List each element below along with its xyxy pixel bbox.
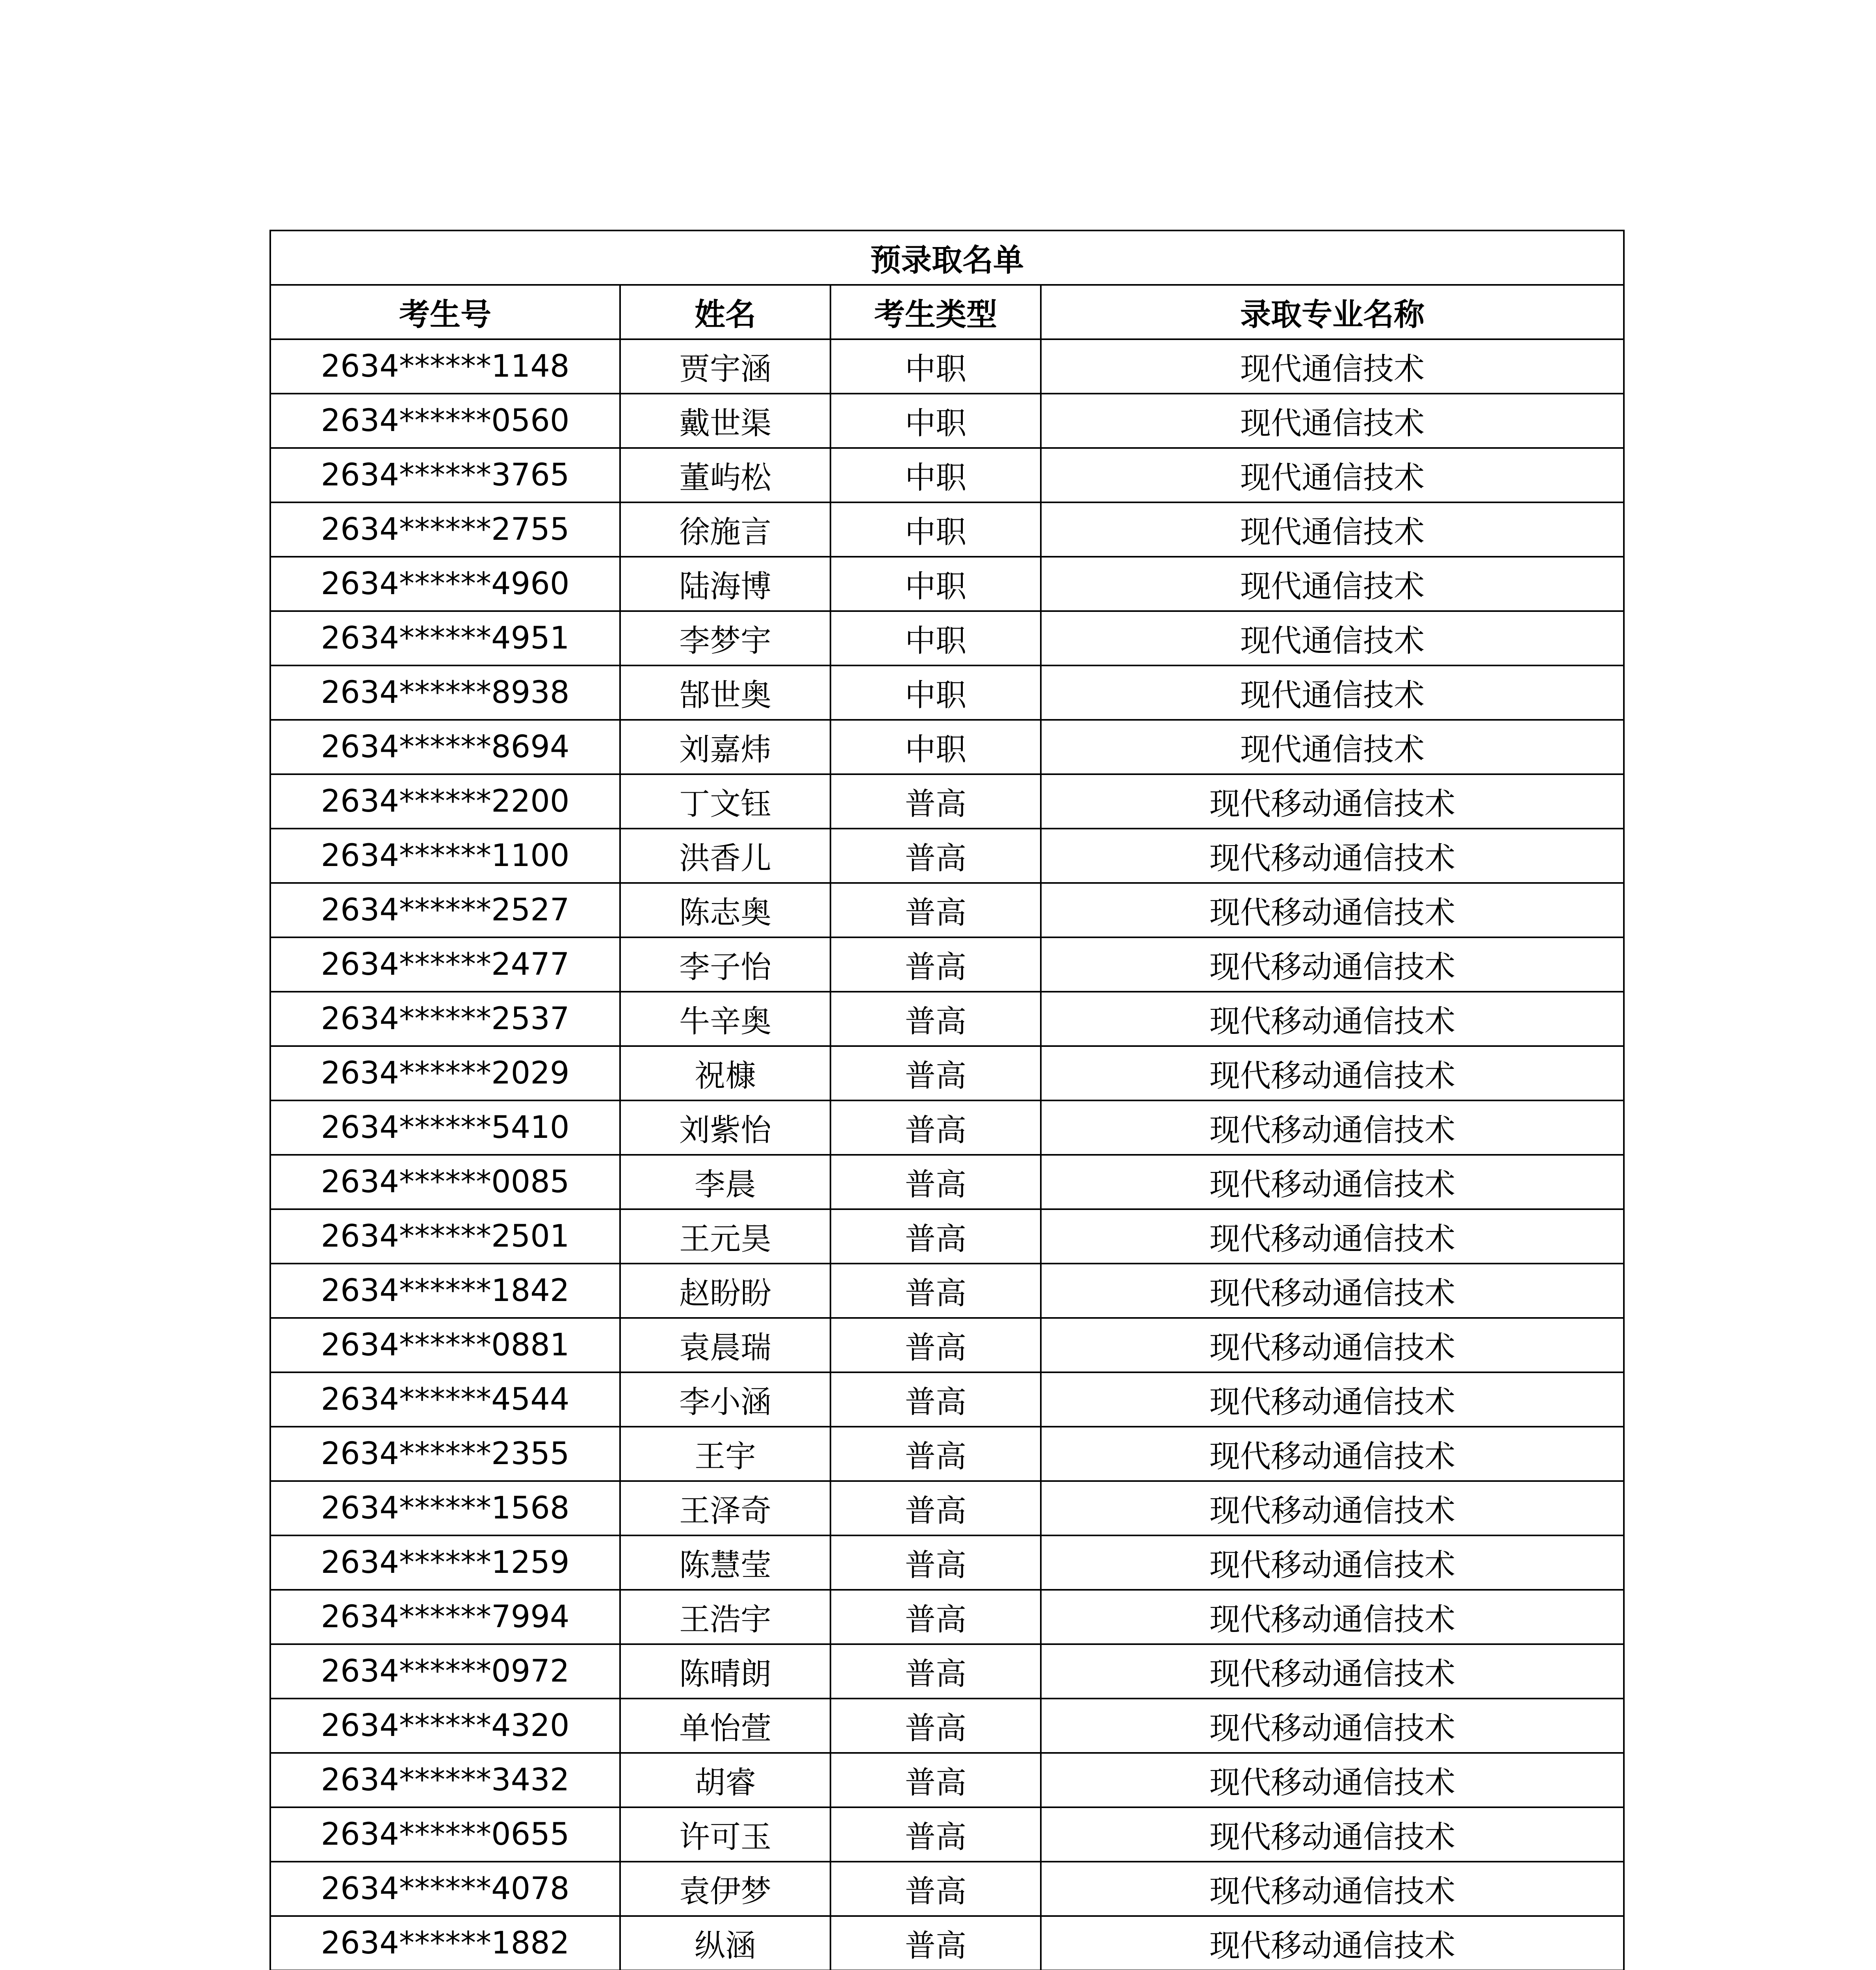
table-header-row — [270, 285, 1624, 339]
name-cell: 王元昊 — [620, 1209, 830, 1264]
exam-number-cell: 2634******1842 — [270, 1264, 620, 1318]
name-cell: 牛辛奥 — [620, 992, 830, 1046]
student-type-cell: 普高 — [830, 883, 1041, 937]
name-cell: 胡睿 — [620, 1753, 830, 1807]
name-cell: 董屿松 — [620, 448, 830, 502]
student-type-cell: 普高 — [830, 1481, 1041, 1535]
exam-number-cell: 2634******0085 — [270, 1155, 620, 1209]
student-type-cell: 普高 — [830, 774, 1041, 829]
student-type-cell: 普高 — [830, 1209, 1041, 1264]
student-type-cell: 普高 — [830, 992, 1041, 1046]
table-row — [270, 1100, 1624, 1155]
major-cell: 现代移动通信技术 — [1041, 774, 1624, 829]
student-type-cell: 普高 — [830, 937, 1041, 992]
student-type-cell: 普高 — [830, 1807, 1041, 1862]
name-cell: 李晨 — [620, 1155, 830, 1209]
exam-number-cell: 2634******2527 — [270, 883, 620, 937]
major-cell: 现代通信技术 — [1041, 665, 1624, 720]
header-exam-number: 考生号 — [270, 285, 620, 339]
major-cell: 现代移动通信技术 — [1041, 1318, 1624, 1372]
major-cell: 现代通信技术 — [1041, 448, 1624, 502]
student-type-cell: 中职 — [830, 611, 1041, 665]
table-row — [270, 611, 1624, 665]
exam-number-cell: 2634******2501 — [270, 1209, 620, 1264]
major-cell: 现代移动通信技术 — [1041, 937, 1624, 992]
major-cell: 现代移动通信技术 — [1041, 1916, 1624, 1970]
table-title: 预录取名单 — [270, 230, 1624, 285]
table-row — [270, 1644, 1624, 1699]
table-row — [270, 665, 1624, 720]
major-cell: 现代移动通信技术 — [1041, 1481, 1624, 1535]
exam-number-cell: 2634******3432 — [270, 1753, 620, 1807]
student-type-cell: 普高 — [830, 829, 1041, 883]
exam-number-cell: 2634******5410 — [270, 1100, 620, 1155]
exam-number-cell: 2634******1259 — [270, 1535, 620, 1590]
table-row — [270, 1862, 1624, 1916]
table-row — [270, 1155, 1624, 1209]
name-cell: 王浩宇 — [620, 1590, 830, 1644]
exam-number-cell: 2634******4078 — [270, 1862, 620, 1916]
name-cell: 祝槺 — [620, 1046, 830, 1100]
student-type-cell: 中职 — [830, 394, 1041, 448]
table-row — [270, 339, 1624, 394]
table-row — [270, 1590, 1624, 1644]
name-cell: 陈慧莹 — [620, 1535, 830, 1590]
student-type-cell: 中职 — [830, 720, 1041, 774]
major-cell: 现代移动通信技术 — [1041, 1644, 1624, 1699]
table-title-row — [270, 230, 1624, 285]
exam-number-cell: 2634******4320 — [270, 1699, 620, 1753]
table-row — [270, 1807, 1624, 1862]
exam-number-cell: 2634******8938 — [270, 665, 620, 720]
name-cell: 赵盼盼 — [620, 1264, 830, 1318]
major-cell: 现代通信技术 — [1041, 394, 1624, 448]
name-cell: 丁文钰 — [620, 774, 830, 829]
name-cell: 贾宇涵 — [620, 339, 830, 394]
name-cell: 戴世渠 — [620, 394, 830, 448]
table-row — [270, 448, 1624, 502]
table-row — [270, 1699, 1624, 1753]
name-cell: 纵涵 — [620, 1916, 830, 1970]
major-cell: 现代通信技术 — [1041, 339, 1624, 394]
student-type-cell: 普高 — [830, 1535, 1041, 1590]
student-type-cell: 普高 — [830, 1427, 1041, 1481]
table-row — [270, 1535, 1624, 1590]
major-cell: 现代移动通信技术 — [1041, 1046, 1624, 1100]
exam-number-cell: 2634******2029 — [270, 1046, 620, 1100]
exam-number-cell: 2634******0972 — [270, 1644, 620, 1699]
table-row — [270, 937, 1624, 992]
major-cell: 现代移动通信技术 — [1041, 1209, 1624, 1264]
name-cell: 洪香儿 — [620, 829, 830, 883]
name-cell: 刘紫怡 — [620, 1100, 830, 1155]
name-cell: 陆海博 — [620, 557, 830, 611]
table-row — [270, 774, 1624, 829]
table-row — [270, 1916, 1624, 1970]
exam-number-cell: 2634******3765 — [270, 448, 620, 502]
student-type-cell: 普高 — [830, 1753, 1041, 1807]
student-type-cell: 中职 — [830, 557, 1041, 611]
student-type-cell: 普高 — [830, 1590, 1041, 1644]
student-type-cell: 中职 — [830, 665, 1041, 720]
exam-number-cell: 2634******0560 — [270, 394, 620, 448]
name-cell: 陈志奥 — [620, 883, 830, 937]
header-student-type: 考生类型 — [830, 285, 1041, 339]
table-row — [270, 992, 1624, 1046]
major-cell: 现代移动通信技术 — [1041, 1372, 1624, 1427]
table-row — [270, 883, 1624, 937]
exam-number-cell: 2634******7994 — [270, 1590, 620, 1644]
major-cell: 现代移动通信技术 — [1041, 883, 1624, 937]
name-cell: 袁晨瑞 — [620, 1318, 830, 1372]
name-cell: 李子怡 — [620, 937, 830, 992]
major-cell: 现代通信技术 — [1041, 557, 1624, 611]
student-type-cell: 普高 — [830, 1699, 1041, 1753]
exam-number-cell: 2634******2355 — [270, 1427, 620, 1481]
student-type-cell: 普高 — [830, 1916, 1041, 1970]
student-type-cell: 中职 — [830, 339, 1041, 394]
header-name: 姓名 — [620, 285, 830, 339]
table-row — [270, 1046, 1624, 1100]
table-row — [270, 1264, 1624, 1318]
student-type-cell: 普高 — [830, 1862, 1041, 1916]
major-cell: 现代移动通信技术 — [1041, 1427, 1624, 1481]
name-cell: 王宇 — [620, 1427, 830, 1481]
table-row — [270, 502, 1624, 557]
name-cell: 徐施言 — [620, 502, 830, 557]
table-row — [270, 1372, 1624, 1427]
major-cell: 现代通信技术 — [1041, 611, 1624, 665]
major-cell: 现代移动通信技术 — [1041, 829, 1624, 883]
student-type-cell: 普高 — [830, 1155, 1041, 1209]
exam-number-cell: 2634******4951 — [270, 611, 620, 665]
table-row — [270, 1753, 1624, 1807]
major-cell: 现代移动通信技术 — [1041, 1100, 1624, 1155]
table-row — [270, 1318, 1624, 1372]
major-cell: 现代移动通信技术 — [1041, 1264, 1624, 1318]
exam-number-cell: 2634******2755 — [270, 502, 620, 557]
student-type-cell: 普高 — [830, 1264, 1041, 1318]
exam-number-cell: 2634******1882 — [270, 1916, 620, 1970]
major-cell: 现代移动通信技术 — [1041, 1699, 1624, 1753]
table-row — [270, 720, 1624, 774]
major-cell: 现代移动通信技术 — [1041, 1807, 1624, 1862]
exam-number-cell: 2634******4544 — [270, 1372, 620, 1427]
name-cell: 李小涵 — [620, 1372, 830, 1427]
name-cell: 许可玉 — [620, 1807, 830, 1862]
table-row — [270, 829, 1624, 883]
major-cell: 现代移动通信技术 — [1041, 1590, 1624, 1644]
major-cell: 现代移动通信技术 — [1041, 1155, 1624, 1209]
exam-number-cell: 2634******1148 — [270, 339, 620, 394]
major-cell: 现代移动通信技术 — [1041, 992, 1624, 1046]
table-row — [270, 1481, 1624, 1535]
table-row — [270, 394, 1624, 448]
name-cell: 郜世奥 — [620, 665, 830, 720]
exam-number-cell: 2634******0655 — [270, 1807, 620, 1862]
exam-number-cell: 2634******2200 — [270, 774, 620, 829]
exam-number-cell: 2634******2477 — [270, 937, 620, 992]
admission-list-table — [269, 230, 1625, 1970]
table-row — [270, 1427, 1624, 1481]
exam-number-cell: 2634******0881 — [270, 1318, 620, 1372]
name-cell: 李梦宇 — [620, 611, 830, 665]
major-cell: 现代通信技术 — [1041, 502, 1624, 557]
major-cell: 现代移动通信技术 — [1041, 1753, 1624, 1807]
exam-number-cell: 2634******4960 — [270, 557, 620, 611]
name-cell: 袁伊梦 — [620, 1862, 830, 1916]
student-type-cell: 普高 — [830, 1318, 1041, 1372]
name-cell: 陈晴朗 — [620, 1644, 830, 1699]
student-type-cell: 普高 — [830, 1372, 1041, 1427]
header-major: 录取专业名称 — [1041, 285, 1624, 339]
exam-number-cell: 2634******1100 — [270, 829, 620, 883]
major-cell: 现代移动通信技术 — [1041, 1862, 1624, 1916]
name-cell: 刘嘉炜 — [620, 720, 830, 774]
table-row — [270, 1209, 1624, 1264]
table-row — [270, 557, 1624, 611]
student-type-cell: 中职 — [830, 502, 1041, 557]
student-type-cell: 普高 — [830, 1100, 1041, 1155]
student-type-cell: 中职 — [830, 448, 1041, 502]
student-type-cell: 普高 — [830, 1644, 1041, 1699]
student-type-cell: 普高 — [830, 1046, 1041, 1100]
major-cell: 现代通信技术 — [1041, 720, 1624, 774]
exam-number-cell: 2634******8694 — [270, 720, 620, 774]
name-cell: 单怡萱 — [620, 1699, 830, 1753]
major-cell: 现代移动通信技术 — [1041, 1535, 1624, 1590]
name-cell: 王泽奇 — [620, 1481, 830, 1535]
exam-number-cell: 2634******1568 — [270, 1481, 620, 1535]
exam-number-cell: 2634******2537 — [270, 992, 620, 1046]
